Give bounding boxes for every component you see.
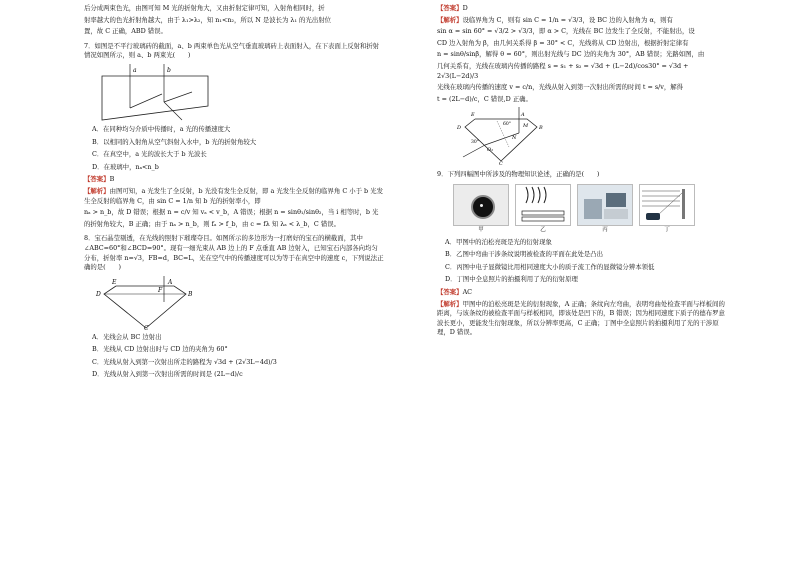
q8-analysis	[437, 16, 727, 26]
photo-label: 乙	[540, 226, 546, 233]
intro-line: 置，故 C 正确，ABD 错误。	[84, 27, 167, 36]
q8-stem: 8．宝石晶莹剔透，在光线的照射下璀璨夺目。如图所示的多边形为一打磨好的宝石的横截面，其中∠ABC=60°和∠BCD=90°。现有一细光束从 AB 边上的 F 点垂直 AB 边射入，已知宝石内部各向均匀分布，折射率 n=√3，FB=d，BC=L，光在空气中的传播速度可以为等于在真空中的速度 c，下列说法正确的是( )	[84, 234, 384, 272]
q7-answer	[84, 175, 384, 185]
fig-label-c: C	[499, 161, 503, 166]
q9-stem: 9．下列四幅图中所涉及的物理知识论述，正确的是( )	[437, 170, 600, 179]
fig-label-d: D	[96, 290, 101, 298]
analysis-line: sin α = sin 60° = √3/2 > √3/3，即 α > C，光线在 BC 边发生了全反射，不能射出，设	[437, 27, 695, 36]
answer-value: AC	[462, 287, 473, 296]
q7-option-b: B．以相同的入射角从空气斜射入水中，b 光的折射角较大	[92, 137, 257, 146]
poisson-spot-image	[453, 184, 509, 226]
light-path-figure	[457, 107, 547, 165]
analysis-line: n = sinθ/sinβ，解得 θ = 60°，则出射光线与 DC 边的夹角为 30°，AB 错误；光路如图，由	[437, 50, 705, 59]
fig-label-b: B	[188, 290, 193, 298]
q7-stem: 7．如图是不平行玻璃砖的截面，a、b 两束单色光从空气垂直玻璃砖上表面射入，在下表面上反射和折射情况如图所示，则 a、b 两束光( )	[84, 41, 380, 60]
intro-line: 后分成两束色光，由图可知 M 光的折射角大，又由折射定律可知，入射角相同时，折	[84, 4, 325, 12]
photo-yi	[515, 184, 571, 236]
fig-label-b: b	[167, 66, 171, 74]
intro-line: 射率越大的色光折射角越大，由于 λ₁>λ₂，知 n₁<n₂，所以 N 是波长为 λ₁ 的光出射位	[84, 15, 332, 24]
analysis-line: CD 边入射角为 β，由几何关系得 β = 30° < C，光线将从 CD 边射出，根据折射定律有	[437, 38, 689, 47]
q9-photos	[453, 184, 727, 236]
fig-label-30: 30°	[471, 140, 479, 146]
electron-microscope-image	[577, 184, 633, 226]
q8-option-b: B．光线从 CD 边射出时与 CD 边的夹角为 60°	[92, 345, 228, 354]
answer-value: D	[462, 4, 468, 12]
fig-label-n: N	[512, 135, 517, 142]
fig-label-m: M	[523, 123, 529, 130]
photo-bing	[577, 184, 633, 236]
q7-figure	[100, 64, 210, 122]
fig-label-a: A	[521, 112, 525, 119]
analysis-line: 设临界角为 C，则有 sin C = 1/n = √3/3，设 BC 边的入射角为 α，则有	[462, 15, 673, 24]
q8-option-a: A．光线会从 BC 边射出	[92, 332, 162, 341]
photo-label: 丙	[602, 226, 608, 233]
fig-label-e: E	[471, 112, 475, 119]
q8-answer	[437, 4, 727, 14]
answer-tag: 【答案】	[437, 287, 463, 296]
fig-label-a: a	[133, 66, 137, 74]
hologram-image	[639, 184, 695, 226]
fig-label-b: B	[539, 125, 543, 132]
q9-option-a: A．甲图中的泊松亮斑是光的衍射现象	[445, 237, 552, 246]
photo-jia	[453, 184, 509, 236]
fig-label-f: F	[158, 286, 163, 294]
photo-ding	[639, 184, 695, 236]
q9-option-b: B．乙图中弯曲干涉条纹说明被检查的平面在此处是凸出	[445, 250, 604, 259]
q9-answer	[437, 288, 727, 298]
q8-option-c: C．光线从射入到第一次射出所走的路程为 √3d + (2√3L−4d)/3	[92, 357, 277, 366]
q7-option-c: C．在真空中，a 光的波长大于 b 光波长	[92, 150, 207, 159]
analysis-tag: 【解析】	[437, 15, 463, 24]
q7-option-d: D．在玻璃中，nₐ<n_b	[92, 162, 159, 171]
fig-label-d: D	[457, 125, 462, 132]
answer-tag: 【答案】	[84, 175, 110, 184]
analysis-line: t = (2L−d)/c，C 错误,D 正确。	[437, 94, 532, 103]
q7-option-a: A．在同种均匀介质中传播时，a 光的传播速度大	[92, 124, 231, 133]
fig-label-o1: O₁	[487, 147, 494, 154]
analysis-line: nₐ > n_b，故 D 错误；根据 n = c/v 知 vₐ < v_b，A 错误；根据 n = sinθ₁/sinθ₂，当 i 相等时，b 光	[84, 208, 379, 217]
analysis-line: 甲图中的泊松亮斑是光的衍射现象，A 正确；条纹向左弯曲，表明弯曲处检查平面与样板间的距离，与该条纹的被检查平面与样板相同，即该处是凹下的，B 错误；因为相同速度下质子的德布罗意波长更小，更能发生衍射现象，所以分辨率更高，C 正确；丁图中全息照片的拍摄利用了光的干涉原理，D 错误。	[437, 299, 725, 337]
q8-figure	[94, 276, 194, 330]
interference-fringe-image	[515, 184, 571, 226]
photo-label: 甲	[478, 226, 484, 233]
analysis-tag: 【解析】	[84, 186, 110, 195]
answer-value: B	[109, 175, 115, 184]
fig-label-c: C	[144, 324, 149, 330]
fig-label-a: A	[168, 278, 173, 286]
analysis-line: 光线在玻璃内传播的速度 v = c/n，光线从射入到第一次射出所需的时间 t = s/v，解得	[437, 83, 684, 92]
analysis-line: 由图可知，a 光发生了全反射，b 光没有发生全反射，即 a 光发生全反射的临界角 C 小于 b 光发生全反射的临界角 C，由 sin C = 1/n 知 b 光的折射率小，即	[84, 186, 383, 205]
q7-analysis	[84, 187, 384, 206]
left-column	[84, 4, 384, 383]
fig-label-60: 60°	[503, 122, 511, 128]
analysis-line: 的折射角较大，B 正确；由于 nₐ > n_b，则 fₐ > f_b，由 c = fλ 知 λₐ < λ_b，C 错误。	[84, 219, 340, 228]
right-column	[437, 4, 727, 340]
q8-option-d: D．光线从射入到第一次射出所需的时间是 (2L−d)/c	[92, 370, 243, 379]
answer-tag: 【答案】	[437, 4, 463, 12]
fig-label-e: E	[112, 278, 117, 286]
photo-label: 丁	[664, 226, 670, 233]
q9-option-c: C．丙图中电子显微镜比用相同速度大小的质子流工作的显微镜分辨本领低	[445, 262, 655, 271]
analysis-tag: 【解析】	[437, 299, 463, 308]
analysis-line: 几何关系有，光线在玻璃内传播的路程 s = s₁ + s₂ = √3d + (L−2d)/cos30° = √3d + 2√3(L−2d)/3	[437, 61, 689, 80]
q9-option-d: D．丁图中全息照片的拍摄利用了光的衍射原理	[445, 275, 578, 284]
q9-analysis	[437, 300, 727, 338]
